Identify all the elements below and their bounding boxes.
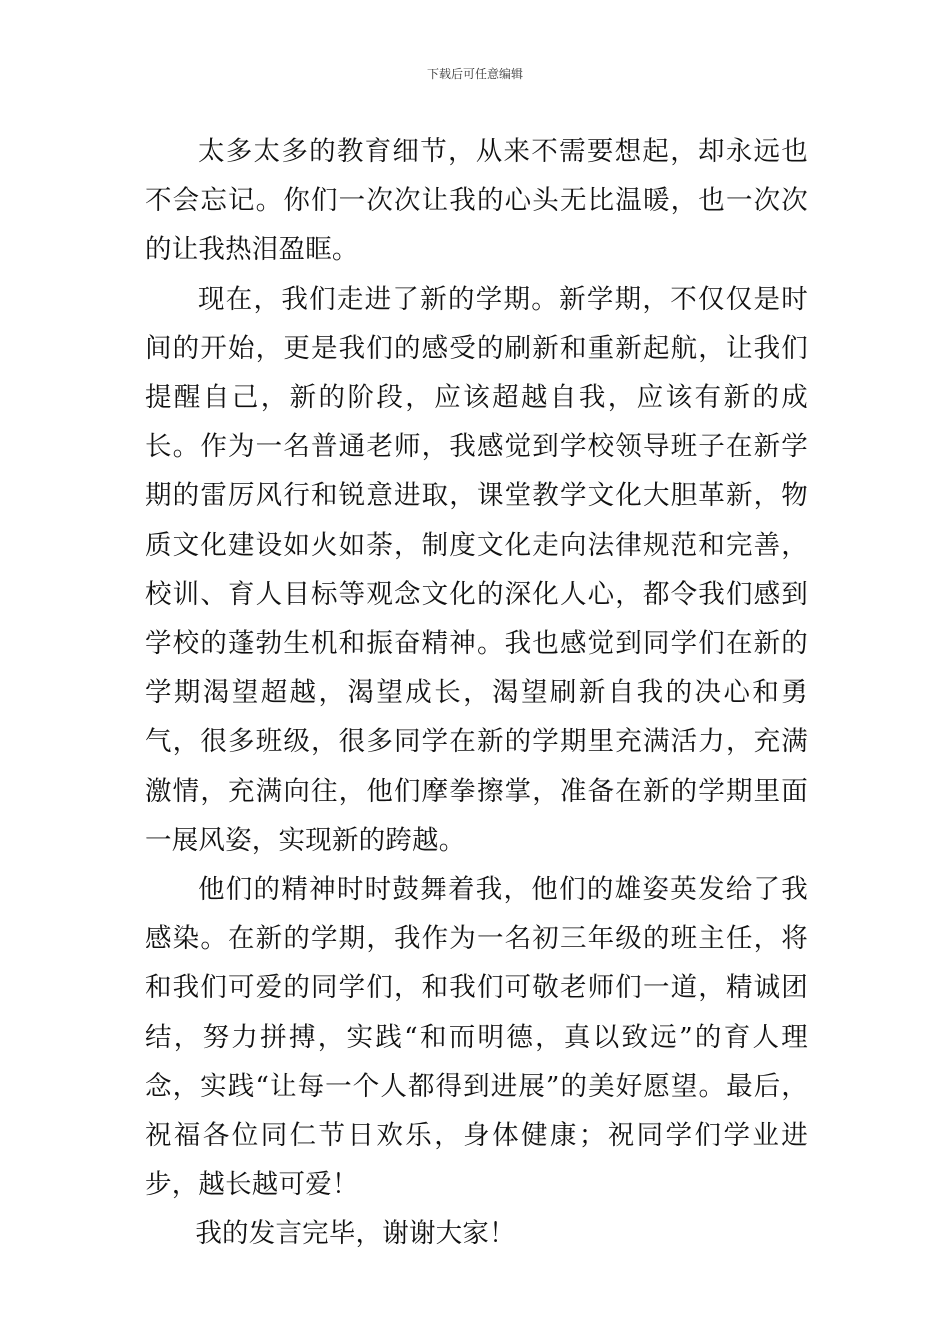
paragraph-new-semester: 现在，我们走进了新的学期。新学期，不仅仅是时间的开始，更是我们的感受的刷新和重新起航，让我们提醒自己，新的阶段，应该超越自我，应该有新的成长。作为一名普通老师，我感觉到学校领导班子在新学期的雷厉风行和锐意进取，课堂教学文化大胆革新，物质文化建设如火如荼，制度文化走向法律规范和完善，校训、育人目标等观念文化的深化人心，都令我们感到学校的蓬勃生机和振奋精神。我也感觉到同学们在新的学期渴望超越，渴望成长，渴望刷新自我的决心和勇气，很多班级，很多同学在新的学期里充满活力，充满激情，充满向往，他们摩拳擦掌，准备在新的学期里面一展风姿，实现新的跨越。 bbox=[145, 283, 808, 856]
paragraph-inspiration: 他们的精神时时鼓舞着我，他们的雄姿英发给了我感染。在新的学期，我作为一名初三年级的班主任，将和我们可爱的同学们，和我们可敬老师们一道，精诚团结，努力拼搏，实践“和而明德，真以致远”的育人理念，实践“让每一个人都得到进展”的美好愿望。最后，祝福各位同仁节日欢乐，身体健康；祝同学们学业进步，越长越可爱！ bbox=[145, 874, 808, 1201]
document-body bbox=[145, 127, 808, 1259]
paragraph-education-details: 太多太多的教育细节，从来不需要想起，却永远也不会忘记。你们一次次让我的心头无比温暖，也一次次的让我热泪盈眶。 bbox=[145, 136, 808, 266]
paragraph-closing: 我的发言完毕，谢谢大家！ bbox=[195, 1218, 516, 1250]
page-header: 下载后可任意编辑 bbox=[426, 67, 523, 81]
